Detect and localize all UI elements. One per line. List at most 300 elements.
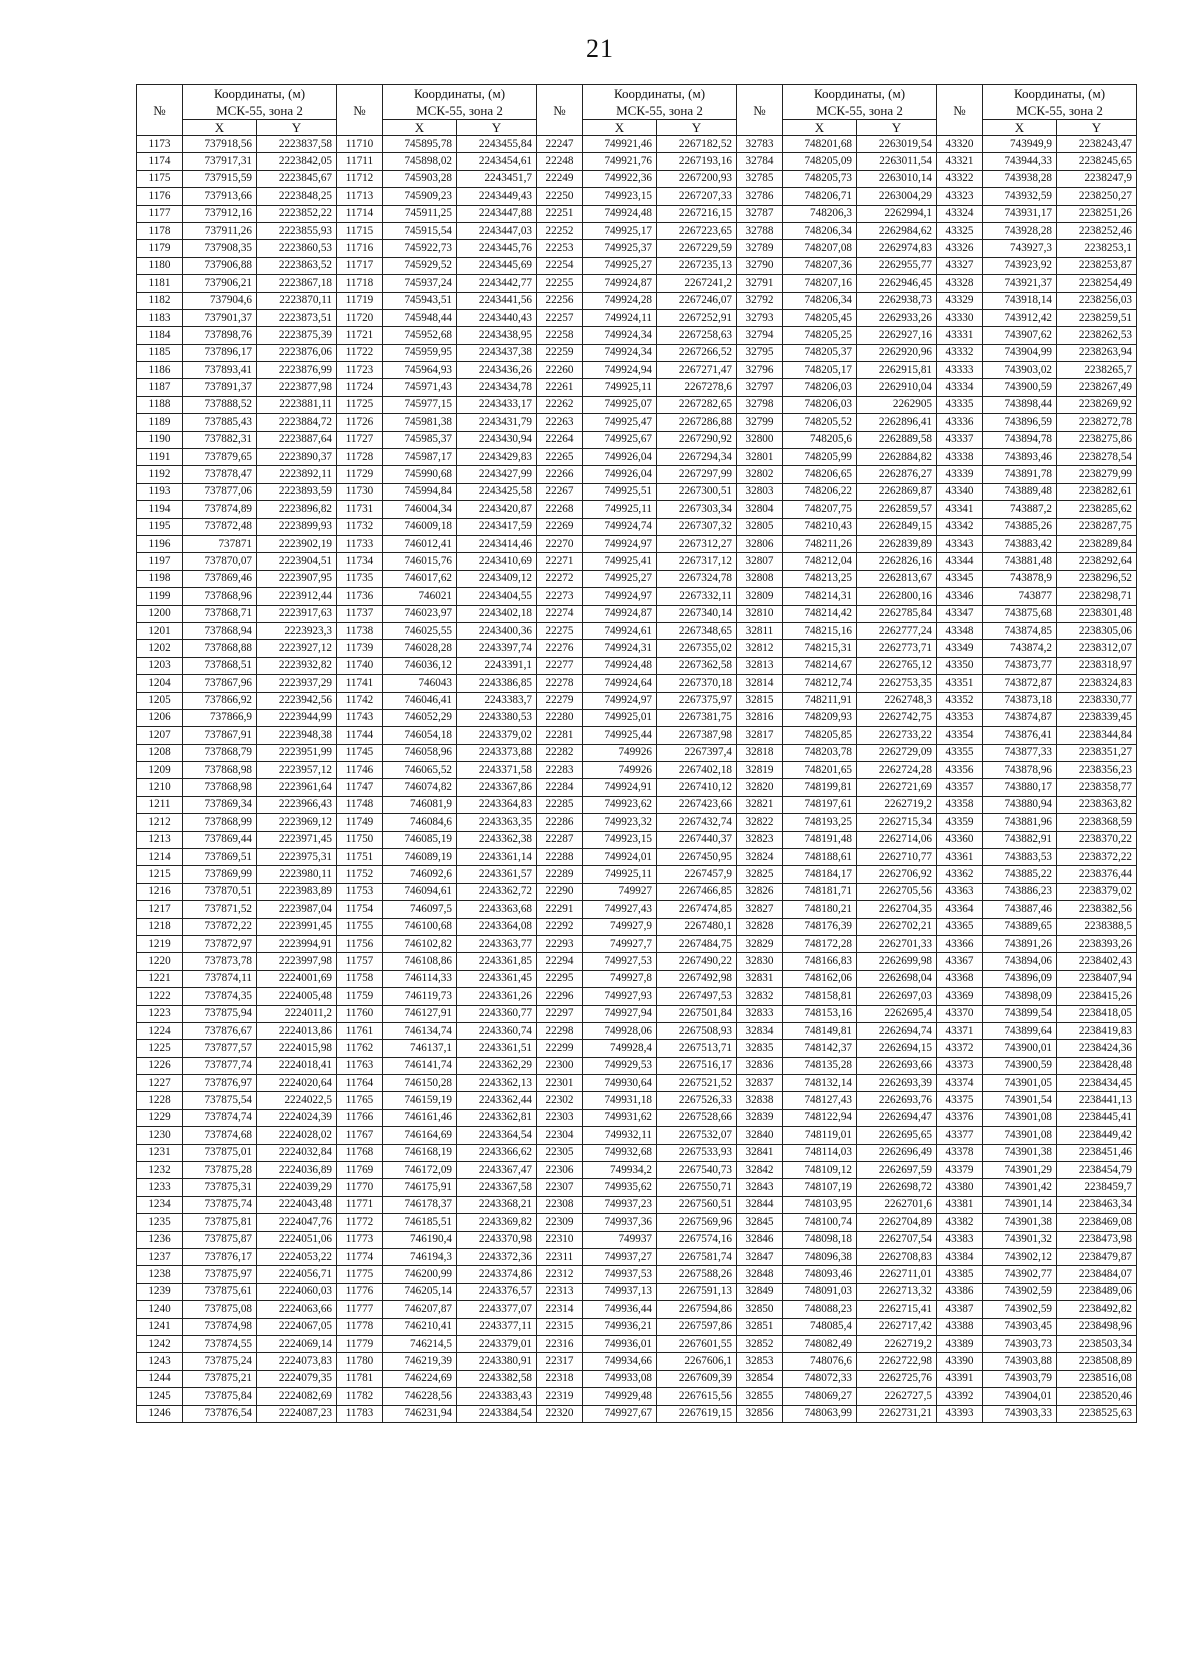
table-row — [137, 136, 1137, 153]
point-number: 1214 — [137, 849, 183, 866]
table-row — [137, 1249, 1137, 1266]
point-number: 43346 — [937, 588, 983, 605]
x-coordinate: 749924,87 — [583, 605, 657, 622]
y-coordinate: 2243449,43 — [457, 188, 537, 205]
x-coordinate: 743896,59 — [983, 414, 1057, 431]
y-coordinate: 2267450,95 — [657, 849, 737, 866]
y-coordinate: 2238459,7 — [1057, 1179, 1137, 1196]
y-coordinate: 2267490,22 — [657, 953, 737, 970]
x-coordinate: 746015,76 — [383, 553, 457, 570]
y-coordinate: 2223890,37 — [257, 449, 337, 466]
point-number: 43357 — [937, 779, 983, 796]
x-coordinate: 749926,04 — [583, 449, 657, 466]
point-number: 43385 — [937, 1266, 983, 1283]
point-number: 1236 — [137, 1231, 183, 1248]
point-number: 1238 — [137, 1266, 183, 1283]
point-number: 43331 — [937, 327, 983, 344]
point-number: 32826 — [737, 883, 783, 900]
y-coordinate: 2262938,73 — [857, 292, 937, 309]
point-number: 11734 — [337, 553, 383, 570]
point-number: 11714 — [337, 205, 383, 222]
point-number: 22304 — [537, 1127, 583, 1144]
y-coordinate: 2243362,72 — [457, 883, 537, 900]
point-number: 22308 — [537, 1196, 583, 1213]
point-number: 22278 — [537, 675, 583, 692]
x-coordinate: 748205,45 — [783, 309, 857, 326]
point-number: 43342 — [937, 518, 983, 535]
y-coordinate: 2267307,32 — [657, 518, 737, 535]
point-number: 1186 — [137, 362, 183, 379]
x-coordinate: 749922,36 — [583, 170, 657, 187]
x-coordinate: 749924,94 — [583, 362, 657, 379]
y-coordinate: 2267294,34 — [657, 449, 737, 466]
y-coordinate: 2238265,7 — [1057, 362, 1137, 379]
x-coordinate: 743874,87 — [983, 709, 1057, 726]
x-coordinate: 743901,32 — [983, 1231, 1057, 1248]
x-coordinate: 743903,73 — [983, 1335, 1057, 1352]
point-number: 22284 — [537, 779, 583, 796]
y-coordinate: 2267193,16 — [657, 153, 737, 170]
y-coordinate: 2267271,47 — [657, 362, 737, 379]
x-coordinate: 737874,35 — [183, 988, 257, 1005]
y-coordinate: 2243360,77 — [457, 1005, 537, 1022]
x-coordinate: 748205,73 — [783, 170, 857, 187]
x-coordinate: 749930,64 — [583, 1075, 657, 1092]
x-coordinate: 746114,33 — [383, 970, 457, 987]
number-column-header: № — [337, 85, 383, 136]
x-coordinate: 748098,18 — [783, 1231, 857, 1248]
y-coordinate: 2243400,36 — [457, 622, 537, 639]
x-coordinate: 748211,91 — [783, 692, 857, 709]
point-number: 1210 — [137, 779, 183, 796]
point-number: 11778 — [337, 1318, 383, 1335]
point-number: 32805 — [737, 518, 783, 535]
point-number: 22255 — [537, 275, 583, 292]
point-number: 43345 — [937, 570, 983, 587]
y-coordinate: 2238259,51 — [1057, 309, 1137, 326]
y-coordinate: 2262719,2 — [857, 796, 937, 813]
table-row — [137, 692, 1137, 709]
x-coordinate: 737868,96 — [183, 588, 257, 605]
y-coordinate: 2267332,11 — [657, 588, 737, 605]
point-number: 1217 — [137, 901, 183, 918]
point-number: 32855 — [737, 1388, 783, 1405]
y-coordinate: 2238370,22 — [1057, 831, 1137, 848]
y-column-header: Y — [1057, 120, 1137, 136]
y-coordinate: 2262813,67 — [857, 570, 937, 587]
table-row — [137, 570, 1137, 587]
point-number: 22250 — [537, 188, 583, 205]
x-coordinate: 737875,97 — [183, 1266, 257, 1283]
point-number: 32818 — [737, 744, 783, 761]
coordinates-header: Координаты, (м) — [183, 85, 337, 103]
point-number: 43363 — [937, 883, 983, 900]
y-coordinate: 2267397,4 — [657, 744, 737, 761]
table-body — [137, 136, 1137, 1423]
y-column-header: Y — [457, 120, 537, 136]
x-coordinate: 737898,76 — [183, 327, 257, 344]
x-coordinate: 743877 — [983, 588, 1057, 605]
point-number: 11752 — [337, 866, 383, 883]
table-row — [137, 1075, 1137, 1092]
x-coordinate: 748210,43 — [783, 518, 857, 535]
y-coordinate: 2243364,54 — [457, 1127, 537, 1144]
y-coordinate: 2223902,19 — [257, 535, 337, 552]
x-coordinate: 749924,31 — [583, 640, 657, 657]
point-number: 11758 — [337, 970, 383, 987]
point-number: 11726 — [337, 414, 383, 431]
point-number: 43328 — [937, 275, 983, 292]
y-coordinate: 2267340,14 — [657, 605, 737, 622]
x-coordinate: 748085,4 — [783, 1318, 857, 1335]
point-number: 1211 — [137, 796, 183, 813]
y-coordinate: 2243442,77 — [457, 275, 537, 292]
point-number: 32820 — [737, 779, 783, 796]
x-coordinate: 737915,59 — [183, 170, 257, 187]
coordinates-header: Координаты, (м) — [383, 85, 537, 103]
x-coordinate: 748206,03 — [783, 396, 857, 413]
point-number: 43378 — [937, 1144, 983, 1161]
point-number: 32788 — [737, 222, 783, 239]
y-coordinate: 2238372,22 — [1057, 849, 1137, 866]
point-number: 1202 — [137, 640, 183, 657]
point-number: 1188 — [137, 396, 183, 413]
x-coordinate: 746025,55 — [383, 622, 457, 639]
x-coordinate: 737877,74 — [183, 1057, 257, 1074]
y-coordinate: 2223904,51 — [257, 553, 337, 570]
y-coordinate: 2267348,65 — [657, 622, 737, 639]
x-coordinate: 749923,15 — [583, 831, 657, 848]
x-coordinate: 746009,18 — [383, 518, 457, 535]
y-coordinate: 2238492,82 — [1057, 1301, 1137, 1318]
x-coordinate: 743872,87 — [983, 675, 1057, 692]
table-row — [137, 1196, 1137, 1213]
table-row — [137, 466, 1137, 483]
x-coordinate: 737874,68 — [183, 1127, 257, 1144]
x-coordinate: 748100,74 — [783, 1214, 857, 1231]
x-coordinate: 748207,16 — [783, 275, 857, 292]
point-number: 43368 — [937, 970, 983, 987]
point-number: 1235 — [137, 1214, 183, 1231]
coordinates-header: Координаты, (м) — [583, 85, 737, 103]
y-coordinate: 2243362,13 — [457, 1075, 537, 1092]
x-coordinate: 748109,12 — [783, 1162, 857, 1179]
x-coordinate: 749926 — [583, 744, 657, 761]
x-coordinate: 737868,98 — [183, 762, 257, 779]
y-coordinate: 2243391,1 — [457, 657, 537, 674]
y-coordinate: 2262715,41 — [857, 1301, 937, 1318]
page-number: 21 — [586, 34, 614, 63]
point-number: 1184 — [137, 327, 183, 344]
x-coordinate: 748201,65 — [783, 762, 857, 779]
x-coordinate: 737875,31 — [183, 1179, 257, 1196]
y-coordinate: 2267619,15 — [657, 1405, 737, 1422]
x-coordinate: 748214,67 — [783, 657, 857, 674]
x-coordinate: 737870,07 — [183, 553, 257, 570]
y-coordinate: 2267303,34 — [657, 501, 737, 518]
point-number: 1209 — [137, 762, 183, 779]
y-coordinate: 2238516,08 — [1057, 1370, 1137, 1387]
x-coordinate: 748206,03 — [783, 379, 857, 396]
x-coordinate: 746094,61 — [383, 883, 457, 900]
point-number: 1175 — [137, 170, 183, 187]
point-number: 11732 — [337, 518, 383, 535]
x-coordinate: 743900,01 — [983, 1040, 1057, 1057]
y-coordinate: 2243441,56 — [457, 292, 537, 309]
point-number: 43380 — [937, 1179, 983, 1196]
y-coordinate: 2243397,74 — [457, 640, 537, 657]
point-number: 32838 — [737, 1092, 783, 1109]
y-coordinate: 2243404,55 — [457, 588, 537, 605]
point-number: 22307 — [537, 1179, 583, 1196]
point-number: 1232 — [137, 1162, 183, 1179]
point-number: 43376 — [937, 1109, 983, 1126]
x-coordinate: 737875,01 — [183, 1144, 257, 1161]
x-coordinate: 737882,31 — [183, 431, 257, 448]
x-coordinate: 746058,96 — [383, 744, 457, 761]
coordinates-header: Координаты, (м) — [983, 85, 1137, 103]
y-coordinate: 2243361,26 — [457, 988, 537, 1005]
point-number: 43382 — [937, 1214, 983, 1231]
y-coordinate: 2238301,48 — [1057, 605, 1137, 622]
y-coordinate: 2238251,26 — [1057, 205, 1137, 222]
y-coordinate: 2243437,38 — [457, 344, 537, 361]
x-coordinate: 749926 — [583, 762, 657, 779]
y-coordinate: 2262707,54 — [857, 1231, 937, 1248]
point-number: 43338 — [937, 449, 983, 466]
point-number: 43391 — [937, 1370, 983, 1387]
y-coordinate: 2224018,41 — [257, 1057, 337, 1074]
y-coordinate: 2243445,69 — [457, 257, 537, 274]
y-coordinate: 2243362,29 — [457, 1057, 537, 1074]
table-row — [137, 640, 1137, 657]
table-row — [137, 779, 1137, 796]
y-coordinate: 2267560,51 — [657, 1196, 737, 1213]
x-coordinate: 749931,62 — [583, 1109, 657, 1126]
x-coordinate: 743903,45 — [983, 1318, 1057, 1335]
y-coordinate: 2267410,12 — [657, 779, 737, 796]
y-coordinate: 2223887,64 — [257, 431, 337, 448]
point-number: 22293 — [537, 935, 583, 952]
x-coordinate: 748205,6 — [783, 431, 857, 448]
y-coordinate: 2262785,84 — [857, 605, 937, 622]
x-coordinate: 743902,59 — [983, 1283, 1057, 1300]
x-coordinate: 737868,98 — [183, 779, 257, 796]
y-coordinate: 2243360,74 — [457, 1022, 537, 1039]
x-coordinate: 746134,74 — [383, 1022, 457, 1039]
point-number: 32831 — [737, 970, 783, 987]
point-number: 43387 — [937, 1301, 983, 1318]
point-number: 32809 — [737, 588, 783, 605]
x-coordinate: 743873,77 — [983, 657, 1057, 674]
point-number: 1198 — [137, 570, 183, 587]
x-coordinate: 749925,01 — [583, 709, 657, 726]
table-row — [137, 1388, 1137, 1405]
point-number: 22291 — [537, 901, 583, 918]
x-coordinate: 737874,89 — [183, 501, 257, 518]
x-coordinate: 737866,9 — [183, 709, 257, 726]
y-coordinate: 2267480,1 — [657, 918, 737, 935]
x-coordinate: 748205,52 — [783, 414, 857, 431]
point-number: 1208 — [137, 744, 183, 761]
y-coordinate: 2262704,89 — [857, 1214, 937, 1231]
point-number: 1179 — [137, 240, 183, 257]
y-coordinate: 2267317,12 — [657, 553, 737, 570]
point-number: 11777 — [337, 1301, 383, 1318]
point-number: 43392 — [937, 1388, 983, 1405]
point-number: 22318 — [537, 1370, 583, 1387]
y-coordinate: 2238285,62 — [1057, 501, 1137, 518]
point-number: 43361 — [937, 849, 983, 866]
x-coordinate: 749925,67 — [583, 431, 657, 448]
point-number: 11783 — [337, 1405, 383, 1422]
y-coordinate: 2223837,58 — [257, 136, 337, 153]
x-coordinate: 749927,8 — [583, 970, 657, 987]
x-coordinate: 743880,17 — [983, 779, 1057, 796]
y-coordinate: 2267182,52 — [657, 136, 737, 153]
point-number: 1204 — [137, 675, 183, 692]
x-coordinate: 748207,36 — [783, 257, 857, 274]
table-row — [137, 535, 1137, 552]
point-number: 1201 — [137, 622, 183, 639]
y-coordinate: 2224053,22 — [257, 1249, 337, 1266]
x-coordinate: 748093,46 — [783, 1266, 857, 1283]
y-coordinate: 2267540,73 — [657, 1162, 737, 1179]
x-coordinate: 737869,46 — [183, 570, 257, 587]
point-number: 32808 — [737, 570, 783, 587]
y-coordinate: 2262704,35 — [857, 901, 937, 918]
y-coordinate: 2267278,6 — [657, 379, 737, 396]
point-number: 22294 — [537, 953, 583, 970]
y-coordinate: 2243363,77 — [457, 935, 537, 952]
y-coordinate: 2238393,26 — [1057, 935, 1137, 952]
y-coordinate: 2262713,32 — [857, 1283, 937, 1300]
y-coordinate: 2262946,45 — [857, 275, 937, 292]
y-coordinate: 2262710,77 — [857, 849, 937, 866]
x-coordinate: 745898,02 — [383, 153, 457, 170]
point-number: 11717 — [337, 257, 383, 274]
y-coordinate: 2243373,88 — [457, 744, 537, 761]
y-coordinate: 2223951,99 — [257, 744, 337, 761]
point-number: 22287 — [537, 831, 583, 848]
y-coordinate: 2238520,46 — [1057, 1388, 1137, 1405]
x-coordinate: 743901,08 — [983, 1127, 1057, 1144]
x-coordinate: 743885,26 — [983, 518, 1057, 535]
x-coordinate: 743921,37 — [983, 275, 1057, 292]
x-coordinate: 748205,37 — [783, 344, 857, 361]
point-number: 22289 — [537, 866, 583, 883]
x-coordinate: 743900,59 — [983, 379, 1057, 396]
point-number: 11733 — [337, 535, 383, 552]
point-number: 22256 — [537, 292, 583, 309]
y-coordinate: 2243379,02 — [457, 727, 537, 744]
y-coordinate: 2267513,71 — [657, 1040, 737, 1057]
point-number: 11773 — [337, 1231, 383, 1248]
point-number: 1178 — [137, 222, 183, 239]
x-coordinate: 743877,33 — [983, 744, 1057, 761]
y-coordinate: 2238253,1 — [1057, 240, 1137, 257]
point-number: 43366 — [937, 935, 983, 952]
table-row — [137, 501, 1137, 518]
y-coordinate: 2263010,14 — [857, 170, 937, 187]
point-number: 22270 — [537, 535, 583, 552]
point-number: 11776 — [337, 1283, 383, 1300]
y-coordinate: 2262927,16 — [857, 327, 937, 344]
y-coordinate: 2267606,1 — [657, 1353, 737, 1370]
point-number: 11720 — [337, 309, 383, 326]
point-number: 11719 — [337, 292, 383, 309]
point-number: 11723 — [337, 362, 383, 379]
x-column-header: X — [983, 120, 1057, 136]
point-number: 22268 — [537, 501, 583, 518]
point-number: 32833 — [737, 1005, 783, 1022]
x-coordinate: 748153,16 — [783, 1005, 857, 1022]
point-number: 43335 — [937, 396, 983, 413]
y-coordinate: 2238525,63 — [1057, 1405, 1137, 1422]
x-coordinate: 749925,47 — [583, 414, 657, 431]
x-coordinate: 748201,68 — [783, 136, 857, 153]
x-coordinate: 737869,34 — [183, 796, 257, 813]
point-number: 32816 — [737, 709, 783, 726]
point-number: 11743 — [337, 709, 383, 726]
point-number: 43374 — [937, 1075, 983, 1092]
point-number: 11755 — [337, 918, 383, 935]
point-number: 11712 — [337, 170, 383, 187]
point-number: 32791 — [737, 275, 783, 292]
y-column-header: Y — [857, 120, 937, 136]
point-number: 43327 — [937, 257, 983, 274]
x-coordinate: 749929,48 — [583, 1388, 657, 1405]
y-coordinate: 2262920,96 — [857, 344, 937, 361]
point-number: 32852 — [737, 1335, 783, 1352]
y-coordinate: 2262715,34 — [857, 814, 937, 831]
y-coordinate: 2243370,98 — [457, 1231, 537, 1248]
y-coordinate: 2267601,55 — [657, 1335, 737, 1352]
y-coordinate: 2243436,26 — [457, 362, 537, 379]
y-coordinate: 2224063,66 — [257, 1301, 337, 1318]
y-coordinate: 2267615,56 — [657, 1388, 737, 1405]
y-coordinate: 2238292,64 — [1057, 553, 1137, 570]
point-number: 22261 — [537, 379, 583, 396]
y-coordinate: 2224079,35 — [257, 1370, 337, 1387]
y-coordinate: 2223923,3 — [257, 622, 337, 639]
x-coordinate: 745895,78 — [383, 136, 457, 153]
table-row — [137, 1318, 1137, 1335]
x-coordinate: 746200,99 — [383, 1266, 457, 1283]
table-row — [137, 414, 1137, 431]
y-coordinate: 2243409,12 — [457, 570, 537, 587]
y-coordinate: 2223994,91 — [257, 935, 337, 952]
x-coordinate: 743928,28 — [983, 222, 1057, 239]
point-number: 1205 — [137, 692, 183, 709]
y-coordinate: 2224020,64 — [257, 1075, 337, 1092]
x-coordinate: 746085,19 — [383, 831, 457, 848]
table-row — [137, 449, 1137, 466]
y-coordinate: 2223852,22 — [257, 205, 337, 222]
y-coordinate: 2224060,03 — [257, 1283, 337, 1300]
x-coordinate: 749925,41 — [583, 553, 657, 570]
point-number: 11742 — [337, 692, 383, 709]
x-coordinate: 746150,28 — [383, 1075, 457, 1092]
x-coordinate: 745985,37 — [383, 431, 457, 448]
table-row — [137, 1335, 1137, 1352]
y-coordinate: 2223848,25 — [257, 188, 337, 205]
x-coordinate: 749925,44 — [583, 727, 657, 744]
point-number: 11727 — [337, 431, 383, 448]
point-number: 11741 — [337, 675, 383, 692]
table-row — [137, 1092, 1137, 1109]
x-coordinate: 743887,46 — [983, 901, 1057, 918]
